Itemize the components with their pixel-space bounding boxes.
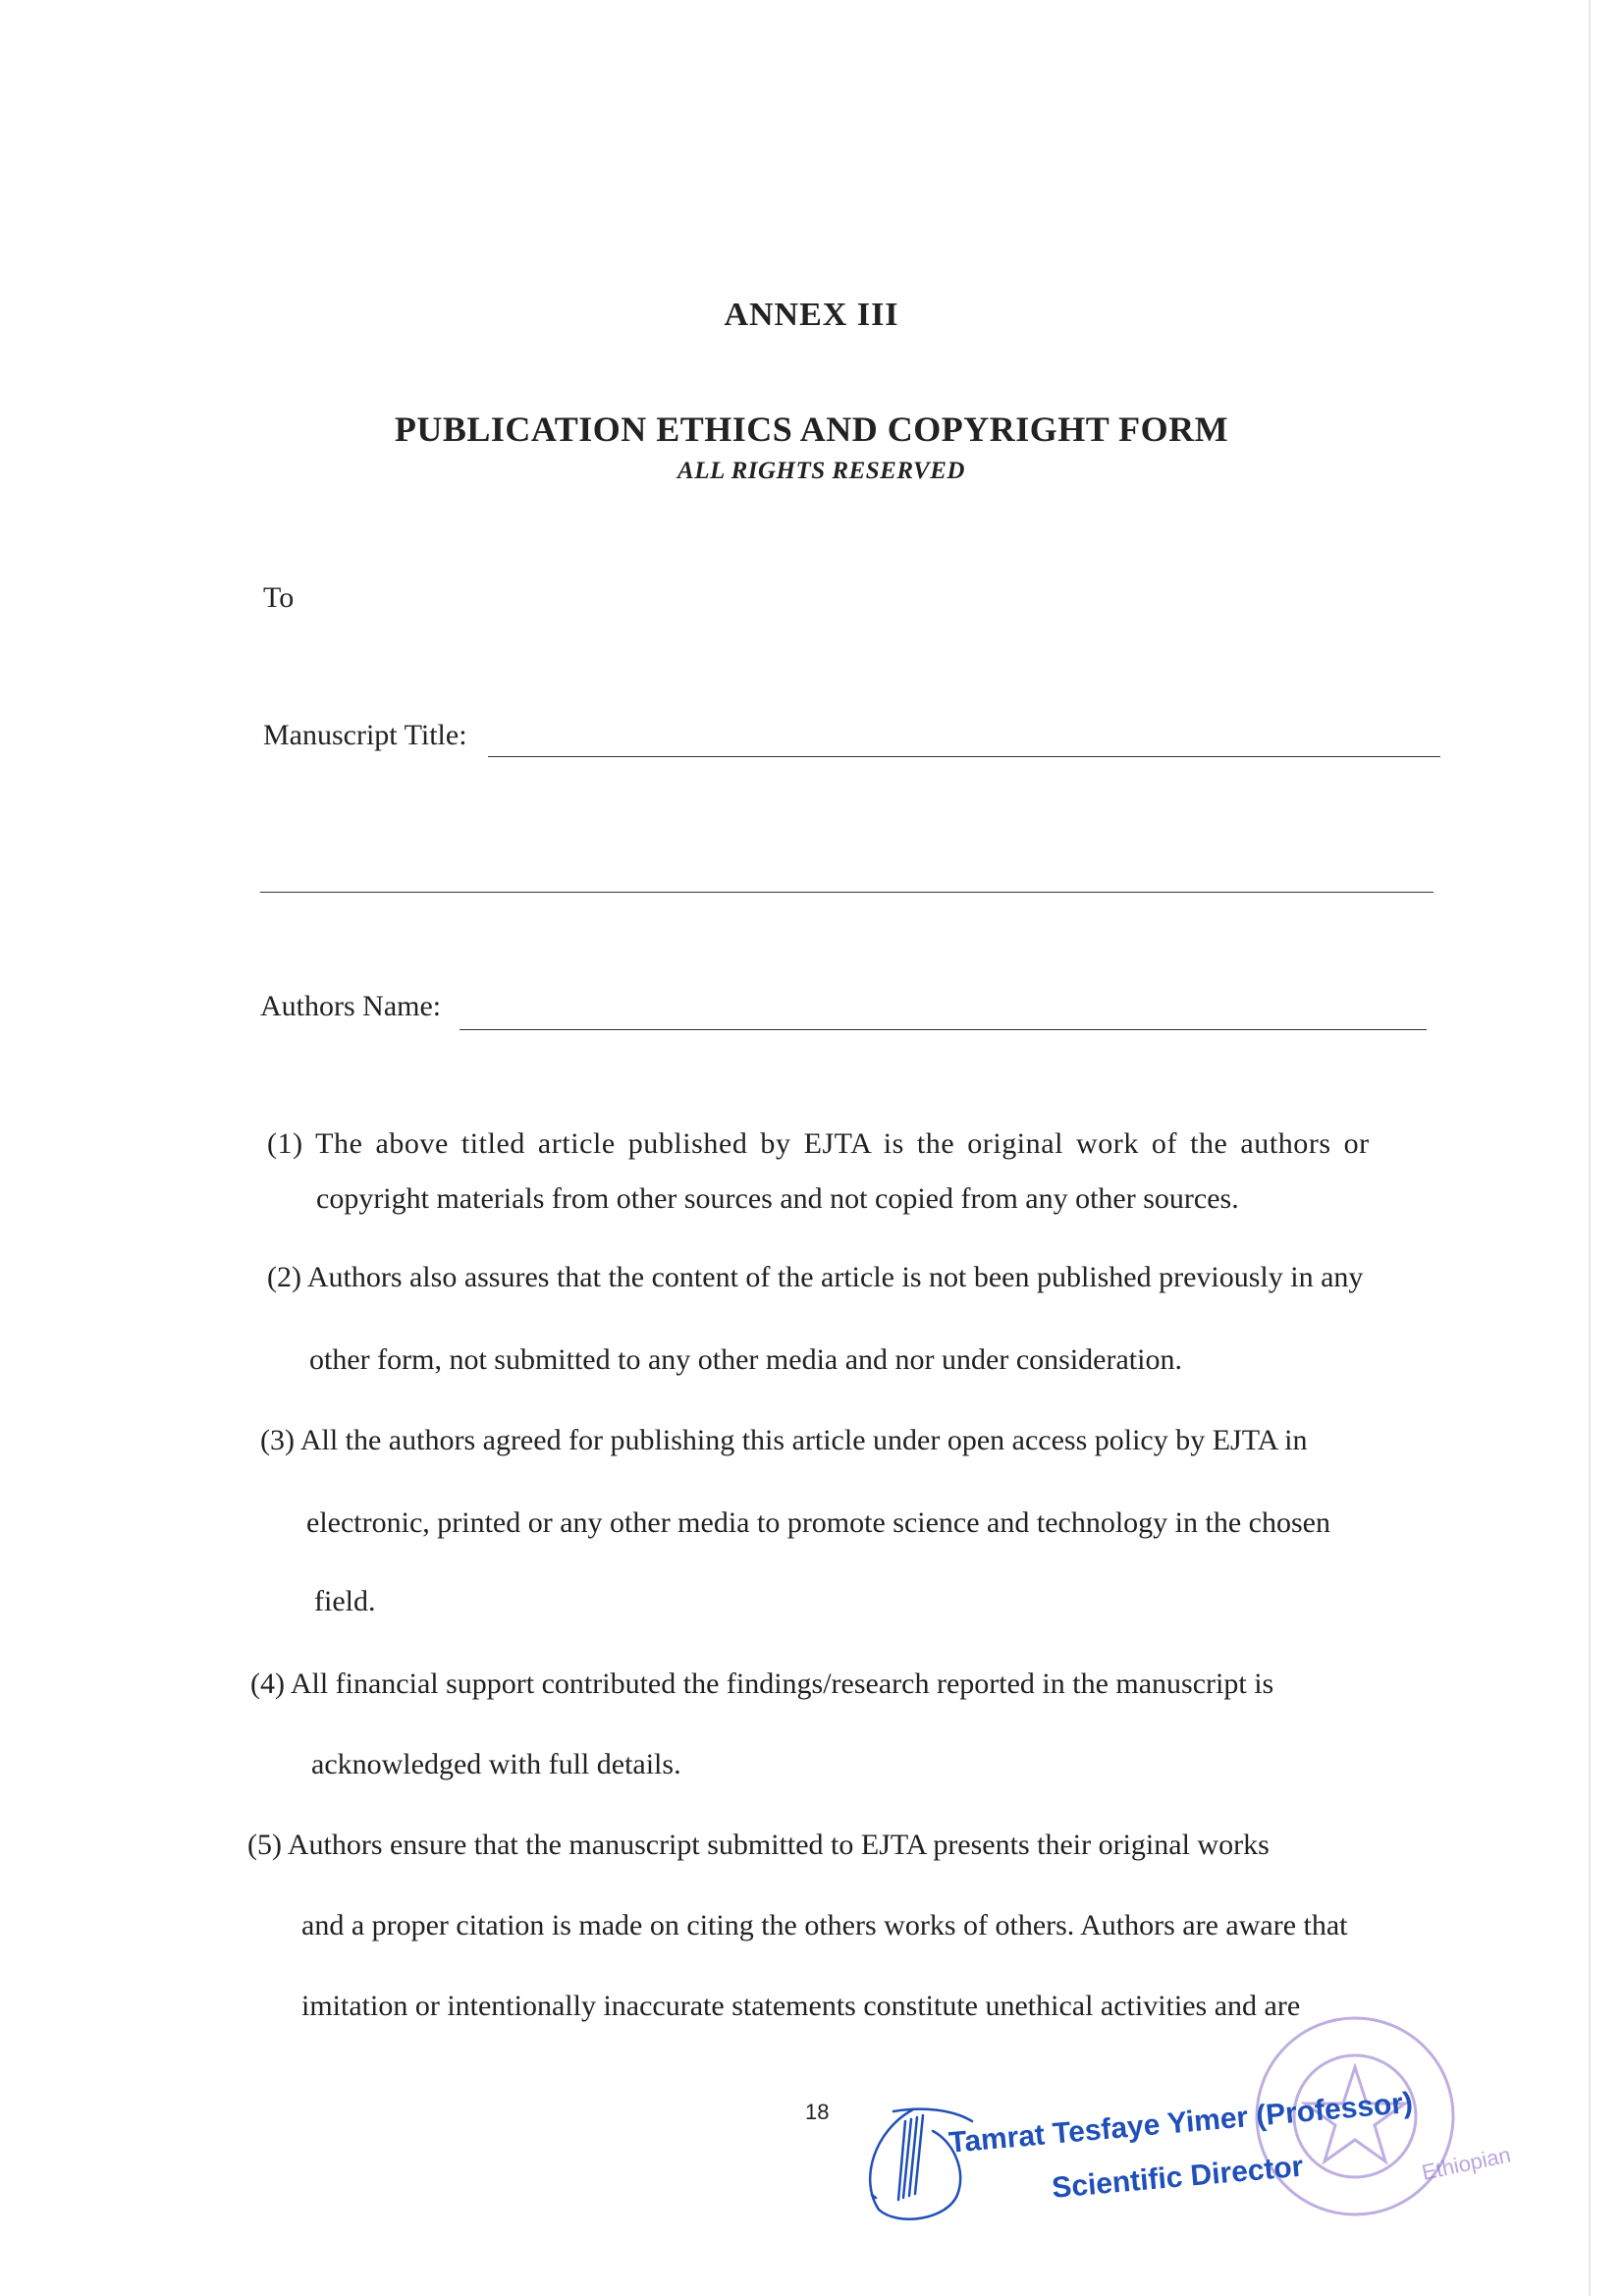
to-label: To (263, 581, 295, 614)
page-edge (1589, 0, 1591, 2296)
manuscript-title-blank-2[interactable] (260, 892, 1434, 893)
clause-5-line-2: and a proper citation is made on citing the others works of others. Authors are aware that (301, 1909, 1348, 1941)
clause-2-line-2: other form, not submitted to any other media and nor under consideration. (309, 1343, 1182, 1376)
page-number: 18 (805, 2100, 830, 2124)
clause-3-line-2: electronic, printed or any other media to promote science and technology in the chosen (306, 1506, 1330, 1539)
signatory-role: Scientific Director (1051, 2150, 1305, 2205)
clause-5-line-1: (5) Authors ensure that the manuscript submitted to EJTA presents their original works (247, 1829, 1270, 1861)
clause-4-line-1: (4) All financial support contributed the findings/research reported in the manuscript is (250, 1667, 1274, 1700)
form-subtitle: ALL RIGHTS RESERVED (677, 458, 965, 484)
clause-3-line-1: (3) All the authors agreed for publishing this article under open access policy by EJTA in (260, 1424, 1308, 1456)
authors-name-blank[interactable] (460, 1029, 1427, 1030)
handwritten-signature (854, 2102, 992, 2229)
clause-4-line-2: acknowledged with full details. (311, 1748, 681, 1780)
clause-1-line-1: (1) The above titled article published by EJTA is the original work of the authors or (267, 1127, 1370, 1160)
manuscript-title-blank[interactable] (488, 756, 1440, 757)
form-title: PUBLICATION ETHICS AND COPYRIGHT FORM (394, 410, 1229, 449)
clause-3-line-3: field. (314, 1585, 376, 1617)
signatory-name: Tamrat Tesfaye Yimer (Professor) (947, 2086, 1415, 2159)
clause-1-line-2: copyright materials from other sources and not copied from any other sources. (316, 1182, 1239, 1215)
annex-heading: ANNEX III (724, 297, 899, 333)
manuscript-title-label: Manuscript Title: (263, 719, 467, 751)
stamp-text: Ethiopian (1419, 2142, 1513, 2185)
authors-name-label: Authors Name: (260, 990, 442, 1022)
clause-5-line-3: imitation or intentionally inaccurate statements constitute unethical activities and are (301, 1990, 1301, 2022)
clause-2-line-1: (2) Authors also assures that the content of the article is not been published previously in any (267, 1261, 1364, 1293)
